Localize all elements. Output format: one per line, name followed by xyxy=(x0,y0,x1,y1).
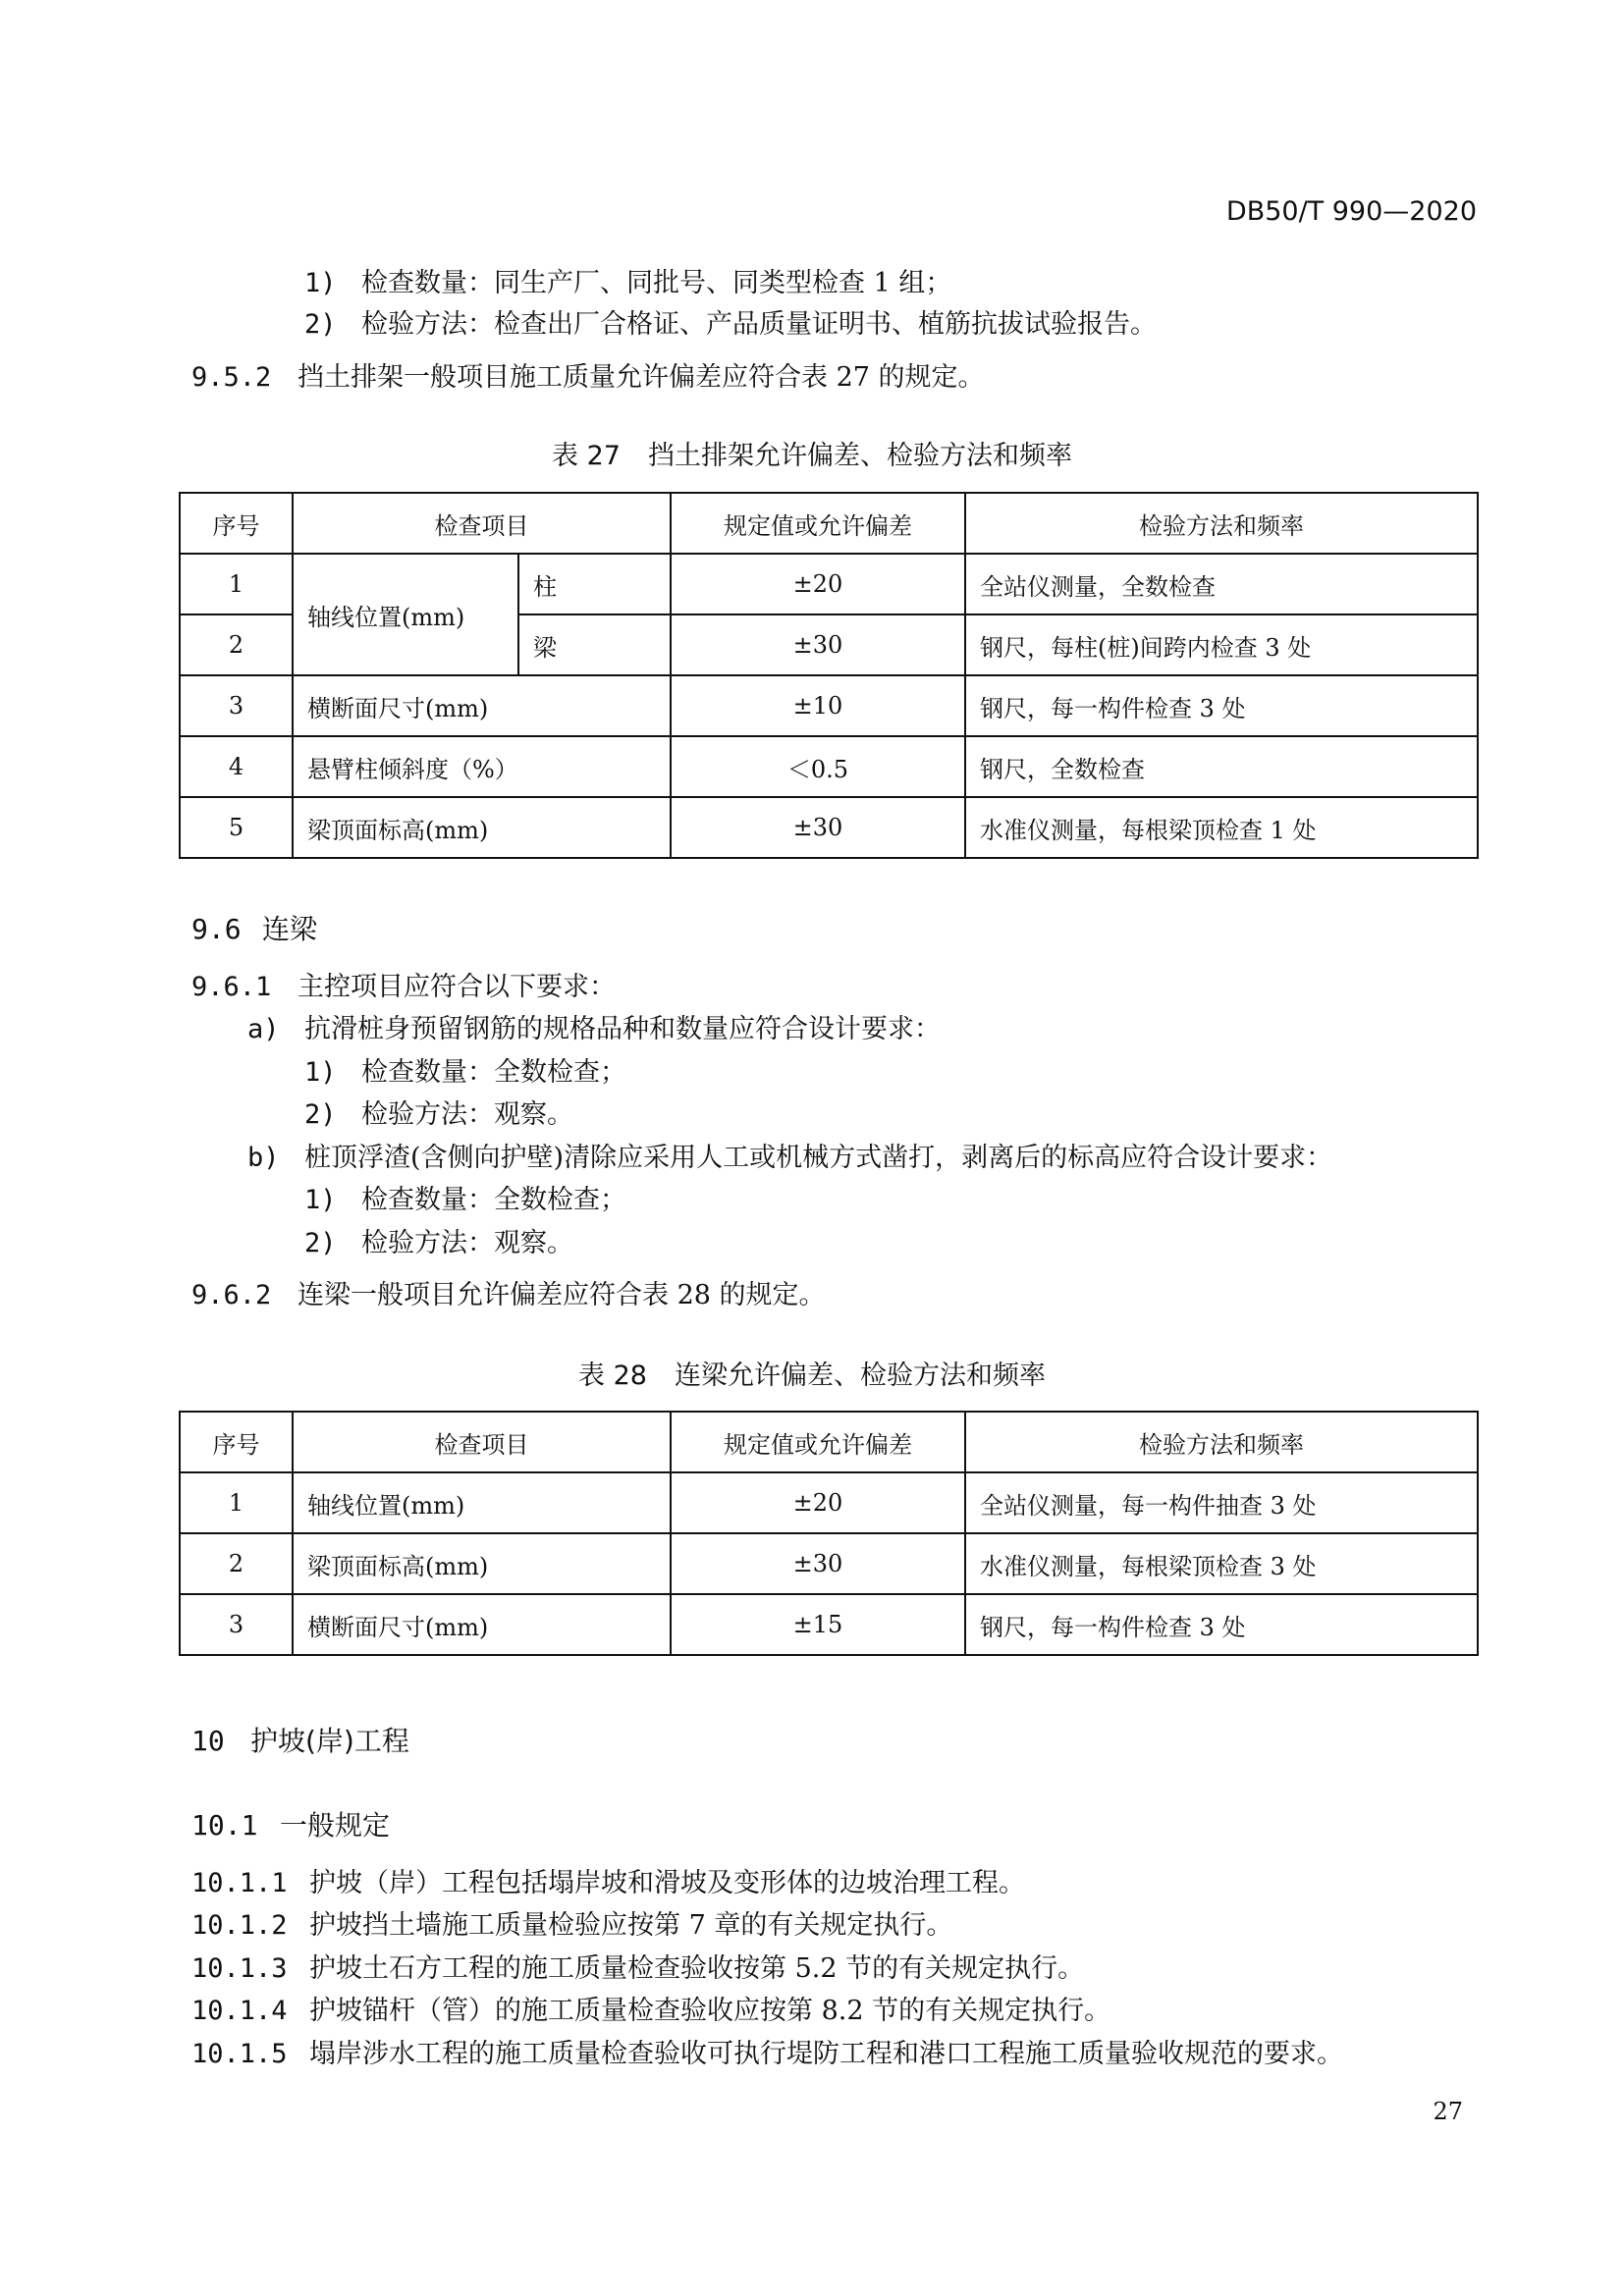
section-number: 9.6 xyxy=(191,913,242,945)
table-number: 表 27 xyxy=(552,441,621,471)
header-cell: 检查项目 xyxy=(293,493,671,554)
list-number: 2) xyxy=(304,1099,337,1130)
section-heading-9-6 xyxy=(191,908,317,947)
document-code: DB50/T 990—2020 xyxy=(1225,196,1477,227)
list-label: b) xyxy=(247,1143,280,1173)
table-row xyxy=(180,675,1478,736)
list-item-a xyxy=(247,1011,941,1048)
check-method: 水准仪测量，每根梁顶检查 1 处 xyxy=(965,797,1478,858)
row-number: 2 xyxy=(180,614,293,675)
tolerance-value: ±10 xyxy=(671,675,965,736)
chapter-title: 护坡(岸)工程 xyxy=(250,1725,409,1757)
table-row xyxy=(180,1594,1478,1655)
row-number: 1 xyxy=(180,554,293,614)
table-title: 挡土排架允许偏差、检验方法和频率 xyxy=(647,441,1072,471)
row-number: 2 xyxy=(180,1533,293,1594)
tolerance-value: ±15 xyxy=(671,1594,965,1655)
clause-number: 9.6.2 xyxy=(191,1280,272,1310)
list-item xyxy=(304,1225,573,1262)
list-item xyxy=(304,265,951,302)
row-number: 3 xyxy=(180,1594,293,1655)
check-method: 钢尺，每柱(桩)间跨内检查 3 处 xyxy=(965,614,1478,675)
clause-number: 10.1.3 xyxy=(191,1953,288,1984)
list-item xyxy=(304,306,1157,344)
section-title: 一般规定 xyxy=(280,1809,391,1842)
clause-text: 塌岸涉水工程的施工质量检查验收可执行堤防工程和港口工程施工质量验收规范的要求。 xyxy=(309,2039,1343,2069)
check-method: 钢尺，全数检查 xyxy=(965,736,1478,797)
header-cell: 规定值或允许偏差 xyxy=(671,493,965,554)
list-number: 2) xyxy=(304,309,337,340)
row-number: 4 xyxy=(180,736,293,797)
list-label: a) xyxy=(247,1014,280,1044)
section-title: 连梁 xyxy=(262,913,318,945)
check-item: 横断面尺寸(mm) xyxy=(293,1594,671,1655)
tolerance-value: ±30 xyxy=(671,614,965,675)
table-row xyxy=(180,1472,1478,1533)
header-cell: 序号 xyxy=(180,493,293,554)
check-method: 全站仪测量，全数检查 xyxy=(965,554,1478,614)
table-row xyxy=(180,554,1478,614)
list-text: 检验方法：检查出厂合格证、产品质量证明书、植筋抗拔试验报告。 xyxy=(361,309,1157,340)
clause-number: 10.1.4 xyxy=(191,1996,288,2026)
list-number: 1) xyxy=(304,1185,337,1215)
table-28 xyxy=(179,1411,1479,1656)
row-number: 5 xyxy=(180,797,293,858)
clause-number: 10.1.1 xyxy=(191,1868,288,1898)
list-item-b xyxy=(247,1140,1332,1177)
table-28-caption xyxy=(0,1354,1624,1392)
page-number: 27 xyxy=(1433,2098,1463,2125)
row-number: 1 xyxy=(180,1472,293,1533)
check-subitem: 柱 xyxy=(518,554,671,614)
clause-text: 护坡土石方工程的施工质量检查验收按第 5.2 节的有关规定执行。 xyxy=(309,1953,1085,1984)
table-27 xyxy=(179,492,1479,859)
table-27-caption xyxy=(0,434,1624,472)
clause-number: 10.1.2 xyxy=(191,1910,288,1941)
list-text: 检查数量：同生产厂、同批号、同类型检查 1 组； xyxy=(361,268,952,298)
list-item xyxy=(304,1054,626,1092)
clause-10-1-4 xyxy=(191,1993,1110,2030)
list-text: 检查数量：全数检查； xyxy=(361,1185,626,1215)
table-title: 连梁允许偏差、检验方法和频率 xyxy=(674,1361,1046,1391)
check-item: 轴线位置(mm) xyxy=(293,1472,671,1533)
list-item xyxy=(304,1182,626,1219)
table-header-row xyxy=(180,493,1478,554)
table-row xyxy=(180,736,1478,797)
check-method: 钢尺，每一构件检查 3 处 xyxy=(965,1594,1478,1655)
header-cell: 检验方法和频率 xyxy=(965,1412,1478,1472)
list-text: 抗滑桩身预留钢筋的规格品种和数量应符合设计要求： xyxy=(304,1014,941,1044)
tolerance-value: ±20 xyxy=(671,554,965,614)
clause-text: 护坡挡土墙施工质量检验应按第 7 章的有关规定执行。 xyxy=(309,1910,953,1941)
clause-9-6-1 xyxy=(191,969,616,1006)
clause-10-1-5 xyxy=(191,2036,1343,2073)
clause-10-1-1 xyxy=(191,1865,1025,1902)
check-method: 钢尺，每一构件检查 3 处 xyxy=(965,675,1478,736)
chapter-heading-10 xyxy=(191,1720,409,1759)
clause-text: 挡土排架一般项目施工质量允许偏差应符合表 27 的规定。 xyxy=(298,362,985,393)
clause-9-5-2 xyxy=(191,359,985,397)
list-item xyxy=(304,1096,573,1134)
clause-number: 10.1.5 xyxy=(191,2039,288,2069)
list-text: 检验方法：观察。 xyxy=(361,1228,573,1258)
check-item: 轴线位置(mm) xyxy=(293,554,518,675)
check-item: 梁顶面标高(mm) xyxy=(293,1533,671,1594)
clause-text: 连梁一般项目允许偏差应符合表 28 的规定。 xyxy=(298,1280,826,1310)
check-method: 水准仪测量，每根梁顶检查 3 处 xyxy=(965,1533,1478,1594)
table-header-row xyxy=(180,1412,1478,1472)
check-item: 横断面尺寸(mm) xyxy=(293,675,671,736)
list-text: 检验方法：观察。 xyxy=(361,1099,573,1130)
clause-number: 9.6.1 xyxy=(191,972,272,1002)
clause-10-1-2 xyxy=(191,1907,952,1945)
chapter-number: 10 xyxy=(191,1725,225,1757)
clause-10-1-3 xyxy=(191,1950,1084,1988)
tolerance-value: ±20 xyxy=(671,1472,965,1533)
check-subitem: 梁 xyxy=(518,614,671,675)
header-cell: 序号 xyxy=(180,1412,293,1472)
table-row xyxy=(180,797,1478,858)
table-row xyxy=(180,1533,1478,1594)
tolerance-value: ＜0.5 xyxy=(671,736,965,797)
clause-number: 9.5.2 xyxy=(191,362,272,393)
section-heading-10-1 xyxy=(191,1804,390,1843)
header-cell: 规定值或允许偏差 xyxy=(671,1412,965,1472)
header-cell: 检验方法和频率 xyxy=(965,493,1478,554)
check-item: 梁顶面标高(mm) xyxy=(293,797,671,858)
tolerance-value: ±30 xyxy=(671,1533,965,1594)
section-number: 10.1 xyxy=(191,1809,258,1842)
check-method: 全站仪测量，每一构件抽查 3 处 xyxy=(965,1472,1478,1533)
table-number: 表 28 xyxy=(578,1361,647,1391)
list-number: 1) xyxy=(304,268,337,298)
list-text: 检查数量：全数检查； xyxy=(361,1057,626,1088)
clause-9-6-2 xyxy=(191,1277,826,1314)
list-number: 1) xyxy=(304,1057,337,1088)
row-number: 3 xyxy=(180,675,293,736)
clause-text: 护坡（岸）工程包括塌岸坡和滑坡及变形体的边坡治理工程。 xyxy=(309,1868,1025,1898)
clause-text: 护坡锚杆（管）的施工质量检查验收应按第 8.2 节的有关规定执行。 xyxy=(309,1996,1111,2026)
check-item: 悬臂柱倾斜度（%） xyxy=(293,736,671,797)
header-cell: 检查项目 xyxy=(293,1412,671,1472)
clause-text: 主控项目应符合以下要求： xyxy=(298,972,616,1002)
tolerance-value: ±30 xyxy=(671,797,965,858)
list-text: 桩顶浮渣(含侧向护壁)清除应采用人工或机械方式凿打，剥离后的标高应符合设计要求： xyxy=(304,1143,1333,1173)
list-number: 2) xyxy=(304,1228,337,1258)
